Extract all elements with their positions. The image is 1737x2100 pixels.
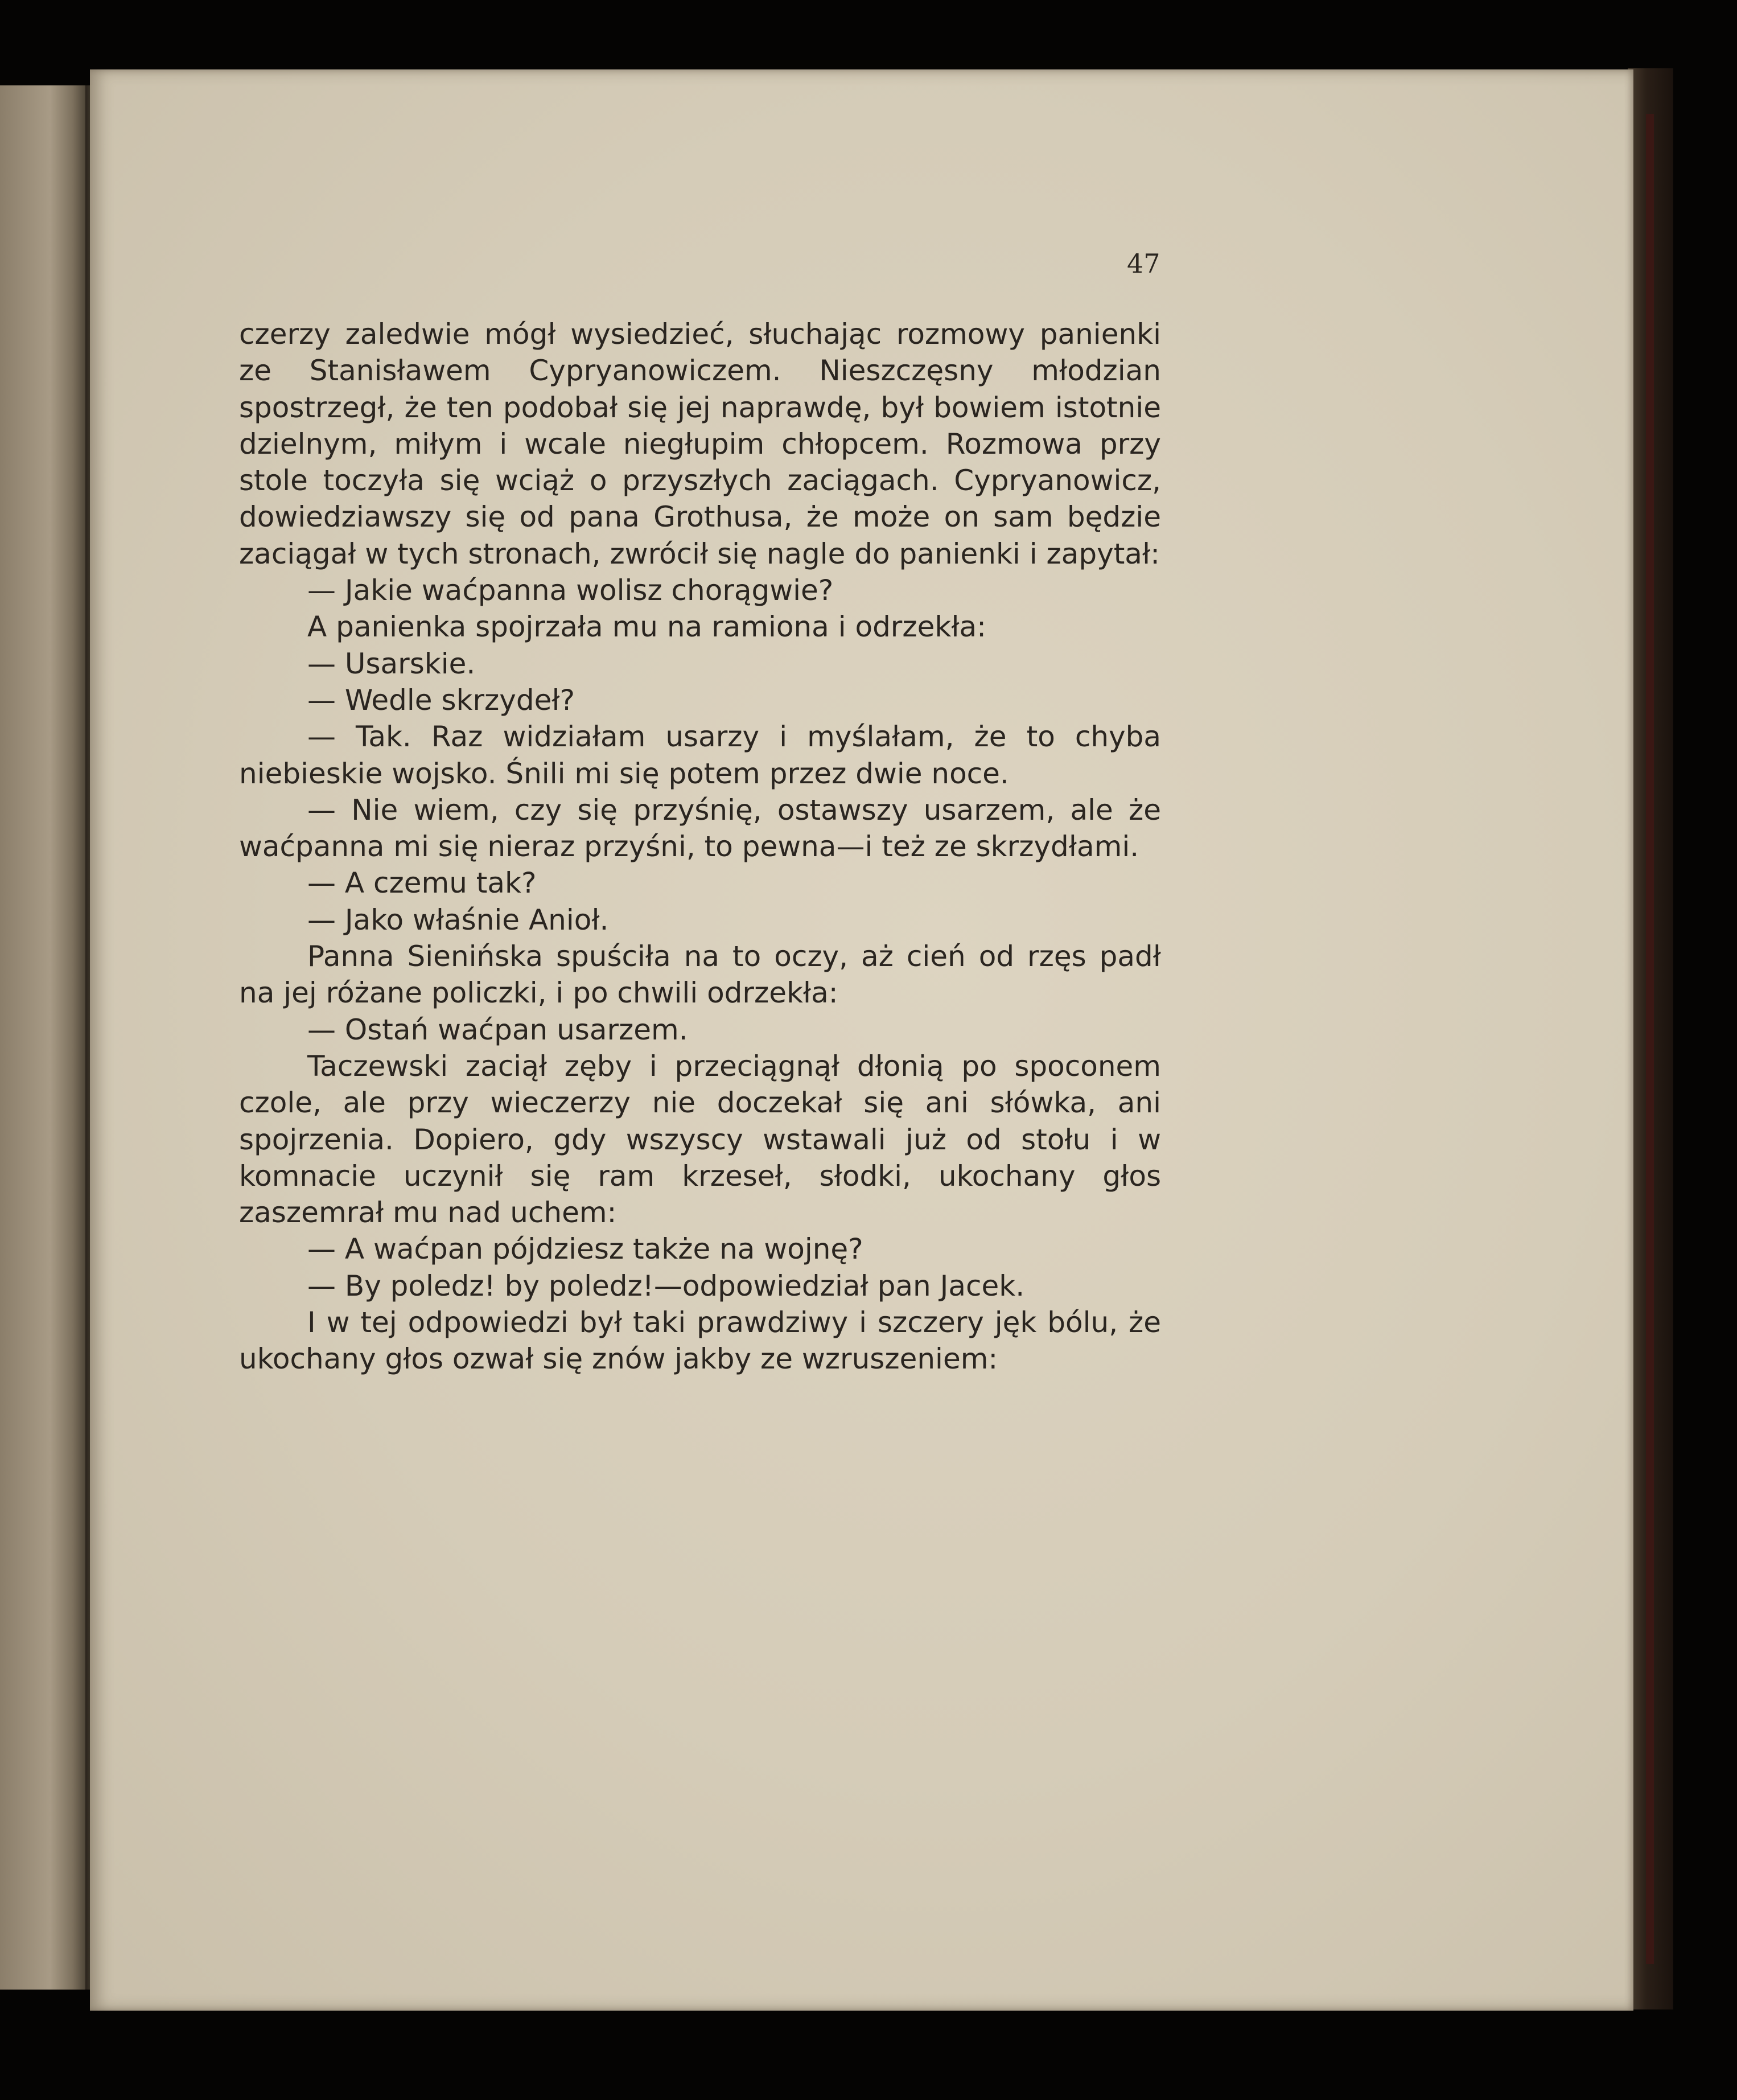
paragraph: — Usarskie. (307, 647, 476, 680)
paragraph: czerzy zaledwie mógł wysiedzieć, słuchając rozmowy panienki ze Stanisławem Cypryanowiczem. Nieszczęsny młodzian spostrzegł, że ten podobał się jej naprawdę, był bowiem istotnie dzielnym, miłym i wcale niegłupim chłopcem. Rozmowa przy stole toczyła się wciąż o przyszłych zaciągach. Cypryanowicz, dowiedziawszy się od pana Grothusa, że może on sam będzie zaciągał w tych stronach, zwrócił się nagle do panienki i zapytał: (239, 318, 1161, 570)
paragraph: — Ostań waćpan usarzem. (307, 1013, 688, 1046)
page-text (239, 316, 1161, 1378)
paragraph: — Wedle skrzydeł? (307, 683, 575, 717)
page-number: 47 (1127, 248, 1160, 279)
paragraph: I w tej odpowiedzi był taki prawdziwy i szczery jęk bólu, że ukochany głos ozwał się znów jakby ze wzruszeniem: (239, 1306, 1161, 1376)
paragraph: — A czemu tak? (307, 866, 537, 900)
paragraph: — A waćpan pójdziesz także na wojnę? (307, 1232, 863, 1266)
cover-spine-strip (1646, 114, 1654, 1964)
paragraph: — Tak. Raz widziałam usarzy i myślałam, że to chyba niebieskie wojsko. Śnili mi się potem przez dwie noce. (239, 720, 1161, 790)
paragraph: — Jako właśnie Anioł. (307, 903, 609, 936)
left-page-edge (0, 85, 91, 1990)
paragraph: — Nie wiem, czy się przyśnię, ostawszy usarzem, ale że waćpanna mi się nieraz przyśni, to pewna—i też ze skrzydłami. (239, 793, 1161, 864)
paragraph: Panna Sienińska spuściła na to oczy, aż cień od rzęs padł na jej różane policzki, i po chwili odrzekła: (239, 940, 1161, 1010)
paragraph: — By poledz! by poledz!—odpowiedział pan Jacek. (307, 1269, 1025, 1302)
paragraph: A panienka spojrzała mu na ramiona i odrzekła: (307, 610, 987, 644)
paragraph: Taczewski zaciął zęby i przeciągnął dłonią po spoconem czole, ale przy wieczerzy nie doczekał się ani słówka, ani spojrzenia. Dopiero, gdy wszyscy wstawali już od stołu i w komnacie uczynił się ram krzeseł, słodki, ukochany głos zaszemrał mu nad uchem: (239, 1049, 1161, 1230)
paragraph: — Jakie waćpanna wolisz chorągwie? (307, 574, 834, 607)
